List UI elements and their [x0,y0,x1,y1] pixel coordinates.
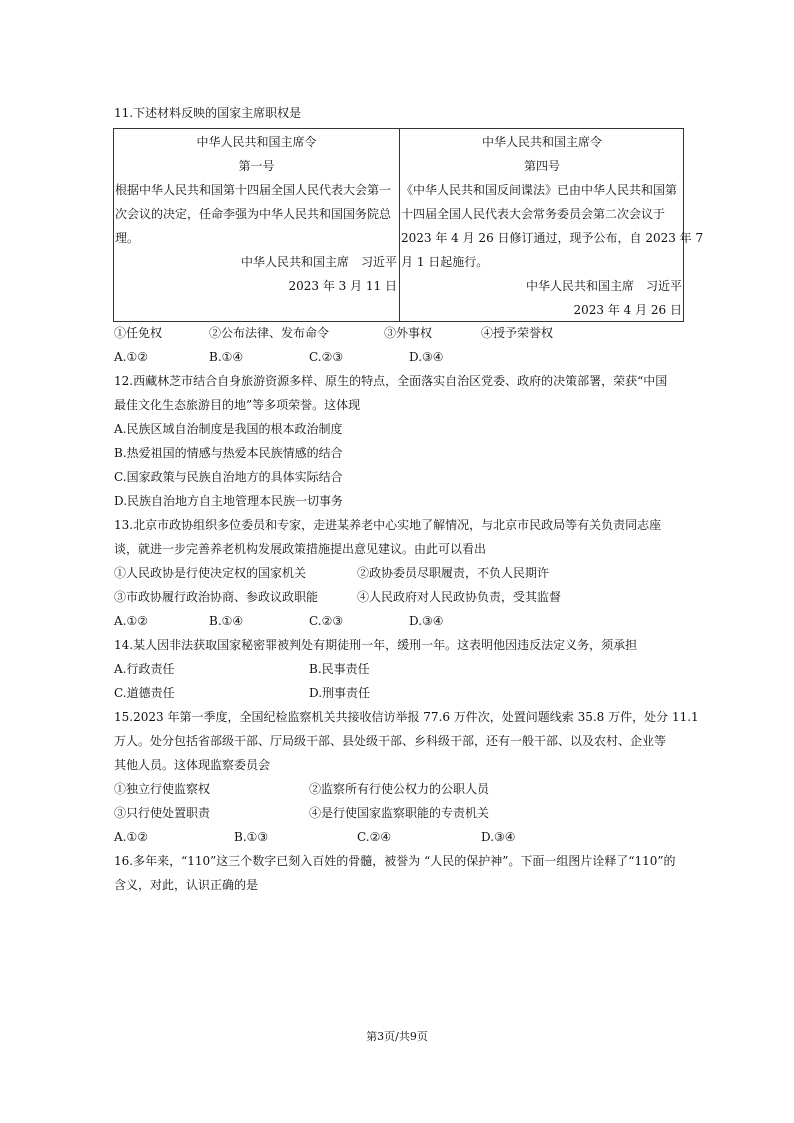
right-decree-line: 《中华人民共和国反间谍法》已由中华人民共和国第 [401,183,678,197]
q15-stem: 其他人员。这体现监察委员会 [114,758,271,772]
q15-item: ④是行使国家监察职能的专责机关 [309,806,490,820]
q13-item: ③市政协履行政治协商、参政议政职能 [114,590,319,604]
q11-item: ①任免权 [114,326,163,340]
q11-right-cell [400,129,704,321]
left-decree-title: 中华人民共和国主席令 [196,135,317,149]
q13-choice-b[interactable]: B.①④ [209,614,244,628]
q11-choice-d[interactable]: D.③④ [409,350,444,364]
q13-item: ②政协委员尽职履责，不负人民期许 [357,566,550,580]
q14-choice-b[interactable]: B.民事责任 [309,662,370,676]
q14-choice-c[interactable]: C.道德责任 [114,686,175,700]
q14-choice-a[interactable]: A.行政责任 [114,662,175,676]
q13-choice-d[interactable]: D.③④ [409,614,444,628]
q11-item: ②公布法律、发布命令 [209,326,330,340]
right-decree-line: 月 1 日起施行。 [401,255,489,269]
q15-item: ③只行使处置职责 [114,806,211,820]
q16-stem: 16.多年来，“110”这三个数字已刻入百姓的骨髓，被誉为 “人民的保护神”。下面一组图片诠释了“110”的 [114,854,676,868]
q15-choice-a[interactable]: A.①② [114,830,148,844]
q16-stem: 含义，对此，认识正确的是 [114,878,259,892]
q13-choice-a[interactable]: A.①② [114,614,148,628]
q15-item: ①独立行使监察权 [114,782,211,796]
q11-material-table [113,128,704,322]
q12-stem: 最佳文化生态旅游目的地”等多项荣誉。这体现 [114,398,361,412]
right-decree-line: 2023 年 4 月 26 日修订通过，现予公布，自 2023 年 7 [401,231,704,245]
q11-item: ③外事权 [384,326,433,340]
q15-choice-c[interactable]: C.②④ [357,830,392,844]
q15-stem: 万人。处分包括省部级干部、厅局级干部、县处级干部、乡科级干部，还有一般干部、以及农村、企业等 [114,734,667,748]
right-decree-signature: 中华人民共和国主席 习近平 [525,279,682,293]
q11-left-cell [114,129,399,321]
q11-choice-a[interactable]: A.①② [114,350,148,364]
q12-choice-d[interactable]: D.民族自治地方自主地管理本民族一切事务 [114,494,344,508]
q12-choice-b[interactable]: B.热爱祖国的情感与热爱本民族情感的结合 [114,446,343,460]
q12-choice-c[interactable]: C.国家政策与民族自治地方的具体实际结合 [114,470,343,484]
q15-choice-d[interactable]: D.③④ [481,830,516,844]
q13-item: ④人民政府对人民政协负责，受其监督 [357,590,562,604]
q11-stem: 11.下述材料反映的国家主席职权是 [114,106,302,120]
q13-stem: 13.北京市政协组织多位委员和专家，走进某养老中心实地了解情况，与北京市民政局等有关负责同志座 [114,518,662,532]
left-decree-line: 次会议的决定，任命李强为中华人民共和国国务院总 [115,207,392,221]
q14-choice-d[interactable]: D.刑事责任 [309,686,371,700]
q14-stem: 14.某人因非法获取国家秘密罪被判处有期徒刑一年，缓刑一年。这表明他因违反法定义务，须承担 [114,638,638,652]
page-number: 第3页/共9页 [366,1030,428,1043]
q11-item: ④授予荣誉权 [481,326,554,340]
right-decree-line: 十四届全国人民代表大会常务委员会第二次会议于 [401,207,666,221]
q15-item: ②监察所有行使公权力的公职人员 [309,782,490,796]
right-decree-title: 中华人民共和国主席令 [481,135,602,149]
q13-stem: 谈，就进一步完善养老机构发展政策措施提出意见建议。由此可以看出 [114,542,487,556]
q12-stem: 12.西藏林芝市结合自身旅游资源多样、原生的特点，全面落实自治区党委、政府的决策部署，荣获“中国 [114,374,668,388]
left-decree-line: 根据中华人民共和国第十四届全国人民代表大会第一 [115,183,392,197]
left-decree-number: 第一号 [238,159,275,173]
q11-choice-c[interactable]: C.②③ [309,350,344,364]
q11-choice-b[interactable]: B.①④ [209,350,244,364]
q13-item: ①人民政协是行使决定权的国家机关 [114,566,307,580]
q12-choice-a[interactable]: A.民族区域自治制度是我国的根本政治制度 [114,422,343,436]
q15-stem: 15.2023 年第一季度，全国纪检监察机关共接收信访举报 77.6 万件次，处置问题线索 35.8 万件，处分 11.1 [114,710,699,724]
right-decree-date: 2023 年 4 月 26 日 [573,303,682,317]
left-decree-date: 2023 年 3 月 11 日 [288,279,397,293]
right-decree-number: 第四号 [523,159,560,173]
q13-choice-c[interactable]: C.②③ [309,614,344,628]
left-decree-line: 理。 [115,231,140,245]
q15-choice-b[interactable]: B.①③ [234,830,269,844]
left-decree-signature: 中华人民共和国主席 习近平 [240,255,397,269]
